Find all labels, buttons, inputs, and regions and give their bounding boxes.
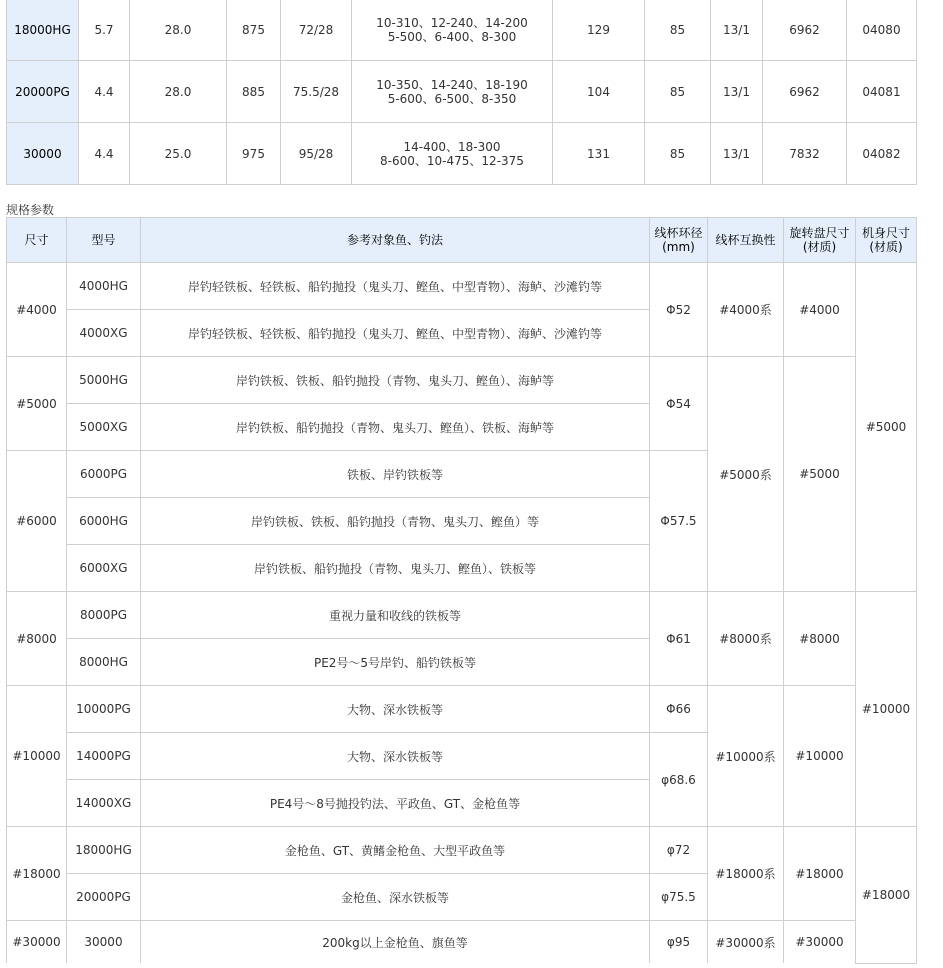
spec-table <box>6 217 917 964</box>
target-cell: 大物、深水铁板等 <box>141 733 650 780</box>
table-cell: 4.4 <box>79 61 130 123</box>
table-cell: 04081 <box>847 61 917 123</box>
header-line: (材质) <box>802 240 837 254</box>
spool-diameter-cell: Φ66 <box>650 686 708 733</box>
target-cell: 金枪鱼、深水铁板等 <box>141 874 650 921</box>
spool-diameter-cell: Φ54 <box>650 357 708 451</box>
spool-compat-cell: #4000系 <box>708 263 784 357</box>
table-cell: 875 <box>227 0 281 61</box>
model-cell: 6000HG <box>67 498 141 545</box>
body-size-cell: #5000 <box>856 263 917 592</box>
table-cell: 7832 <box>763 123 847 185</box>
top-spec-table <box>6 0 943 185</box>
table-cell: 5.7 <box>79 0 130 61</box>
table-cell: 75.5/28 <box>281 61 352 123</box>
body-size-cell: #10000 <box>856 592 917 827</box>
spool-diameter-cell: φ75.5 <box>650 874 708 921</box>
target-cell: 200kg以上金枪鱼、旗鱼等 <box>141 921 650 964</box>
cell-line: 5-500、6-400、8-300 <box>387 29 517 44</box>
table-cell: 85 <box>645 0 711 61</box>
size-cell: #8000 <box>7 592 67 686</box>
model-cell: 8000HG <box>67 639 141 686</box>
target-cell: 岸钓铁板、船钓抛投（青物、鬼头刀、鲣鱼）、铁板、海鲈等 <box>141 404 650 451</box>
table-cell: 72/28 <box>281 0 352 61</box>
column-header: 型号 <box>67 218 141 263</box>
cell-line: 5-600、6-500、8-350 <box>387 91 517 106</box>
table-cell <box>352 123 553 185</box>
table-cell: 04082 <box>847 123 917 185</box>
table-cell: 25.0 <box>130 123 227 185</box>
target-cell: 大物、深水铁板等 <box>141 686 650 733</box>
size-cell: #18000 <box>7 827 67 921</box>
table-cell: 885 <box>227 61 281 123</box>
target-cell: PE2号～5号岸钓、船钓铁板等 <box>141 639 650 686</box>
table-row <box>7 592 917 639</box>
spool-compat-cell: #10000系 <box>708 686 784 827</box>
table-cell: 6962 <box>763 61 847 123</box>
model-cell: 5000XG <box>67 404 141 451</box>
table-cell: 85 <box>645 61 711 123</box>
rotor-size-cell: #5000 <box>784 357 856 592</box>
target-cell: 岸钓铁板、铁板、船钓抛投（青物、鬼头刀、鲣鱼）、海鲈等 <box>141 357 650 404</box>
cell-line: 10-350、14-240、18-190 <box>376 77 528 92</box>
column-header <box>650 218 708 263</box>
table-cell: 13/1 <box>711 123 763 185</box>
header-line: (mm) <box>662 240 695 254</box>
table-cell: 4.4 <box>79 123 130 185</box>
cell-line: 14-400、18-300 <box>403 139 501 154</box>
table-row <box>7 686 917 733</box>
model-cell: 30000 <box>7 123 79 185</box>
spool-diameter-cell: Φ57.5 <box>650 451 708 592</box>
header-line: 机身尺寸 <box>861 226 910 240</box>
table-cell: 95/28 <box>281 123 352 185</box>
table-cell: 6962 <box>763 0 847 61</box>
table-cell: 975 <box>227 123 281 185</box>
size-cell: #4000 <box>7 263 67 357</box>
model-cell: 18000HG <box>7 0 79 61</box>
spool-diameter-cell: φ95 <box>650 921 708 964</box>
spool-compat-cell: #30000系 <box>708 921 784 964</box>
size-cell: #6000 <box>7 451 67 592</box>
body-size-cell: #18000 <box>856 827 917 964</box>
table-cell <box>352 0 553 61</box>
column-header: 线杯互换性 <box>708 218 784 263</box>
model-cell: 20000PG <box>67 874 141 921</box>
table-row <box>7 921 917 964</box>
target-cell: PE4号～8号抛投钓法、平政鱼、GT、金枪鱼等 <box>141 780 650 827</box>
table-cell: 13/1 <box>711 61 763 123</box>
rotor-size-cell: #18000 <box>784 827 856 921</box>
spool-diameter-cell: Φ61 <box>650 592 708 686</box>
target-cell: 岸钓轻铁板、轻铁板、船钓抛投（鬼头刀、鲣鱼、中型青物）、海鲈、沙滩钓等 <box>141 263 650 310</box>
rotor-size-cell: #4000 <box>784 263 856 357</box>
table-cell: 13/1 <box>711 0 763 61</box>
table-row <box>7 357 917 404</box>
model-cell: 6000PG <box>67 451 141 498</box>
size-cell: #30000 <box>7 921 67 964</box>
header-line: (材质) <box>869 240 903 254</box>
table-row <box>7 0 943 61</box>
model-cell: 14000PG <box>67 733 141 780</box>
spool-compat-cell: #8000系 <box>708 592 784 686</box>
size-cell: #10000 <box>7 686 67 827</box>
rotor-size-cell: #30000 <box>784 921 856 964</box>
table-cell: 104 <box>553 61 645 123</box>
spool-compat-cell: #5000系 <box>708 357 784 592</box>
cell-line: 10-310、12-240、14-200 <box>376 15 528 30</box>
model-cell: 30000 <box>67 921 141 964</box>
model-cell: 4000HG <box>67 263 141 310</box>
target-cell: 金枪鱼、GT、黄鳍金枪鱼、大型平政鱼等 <box>141 827 650 874</box>
column-header <box>856 218 917 263</box>
size-cell: #5000 <box>7 357 67 451</box>
rotor-size-cell: #10000 <box>784 686 856 827</box>
table-cell: 28.0 <box>130 0 227 61</box>
target-cell: 岸钓铁板、铁板、船钓抛投（青物、鬼头刀、鲣鱼）等 <box>141 498 650 545</box>
table-cell: 28.0 <box>130 61 227 123</box>
spool-diameter-cell: φ72 <box>650 827 708 874</box>
table-cell <box>352 61 553 123</box>
table-row <box>7 263 917 310</box>
table-cell: 04080 <box>847 0 917 61</box>
table-row <box>7 827 917 874</box>
spool-diameter-cell: φ68.6 <box>650 733 708 827</box>
target-cell: 重视力量和收线的铁板等 <box>141 592 650 639</box>
target-cell: 铁板、岸钓铁板等 <box>141 451 650 498</box>
column-header: 尺寸 <box>7 218 67 263</box>
table-cell: 129 <box>553 0 645 61</box>
column-header: 参考对象鱼、钓法 <box>141 218 650 263</box>
table-row <box>7 61 943 123</box>
cell-line: 8-600、10-475、12-375 <box>380 153 524 168</box>
rotor-size-cell: #8000 <box>784 592 856 686</box>
spool-diameter-cell: Φ52 <box>650 263 708 357</box>
target-cell: 岸钓铁板、船钓抛投（青物、鬼头刀、鲣鱼）、铁板等 <box>141 545 650 592</box>
model-cell: 6000XG <box>67 545 141 592</box>
column-header <box>784 218 856 263</box>
model-cell: 10000PG <box>67 686 141 733</box>
model-cell: 14000XG <box>67 780 141 827</box>
header-line: 旋转盘尺寸 <box>789 226 850 240</box>
section-title: 规格参数 <box>6 203 55 217</box>
header-line: 线杯环径 <box>654 226 703 240</box>
table-cell: 85 <box>645 123 711 185</box>
model-cell: 20000PG <box>7 61 79 123</box>
model-cell: 18000HG <box>67 827 141 874</box>
table-header-row <box>7 218 917 263</box>
table-cell: 131 <box>553 123 645 185</box>
spool-compat-cell: #18000系 <box>708 827 784 921</box>
target-cell: 岸钓轻铁板、轻铁板、船钓抛投（鬼头刀、鲣鱼、中型青物）、海鲈、沙滩钓等 <box>141 310 650 357</box>
table-row <box>7 123 943 185</box>
model-cell: 4000XG <box>67 310 141 357</box>
model-cell: 5000HG <box>67 357 141 404</box>
model-cell: 8000PG <box>67 592 141 639</box>
